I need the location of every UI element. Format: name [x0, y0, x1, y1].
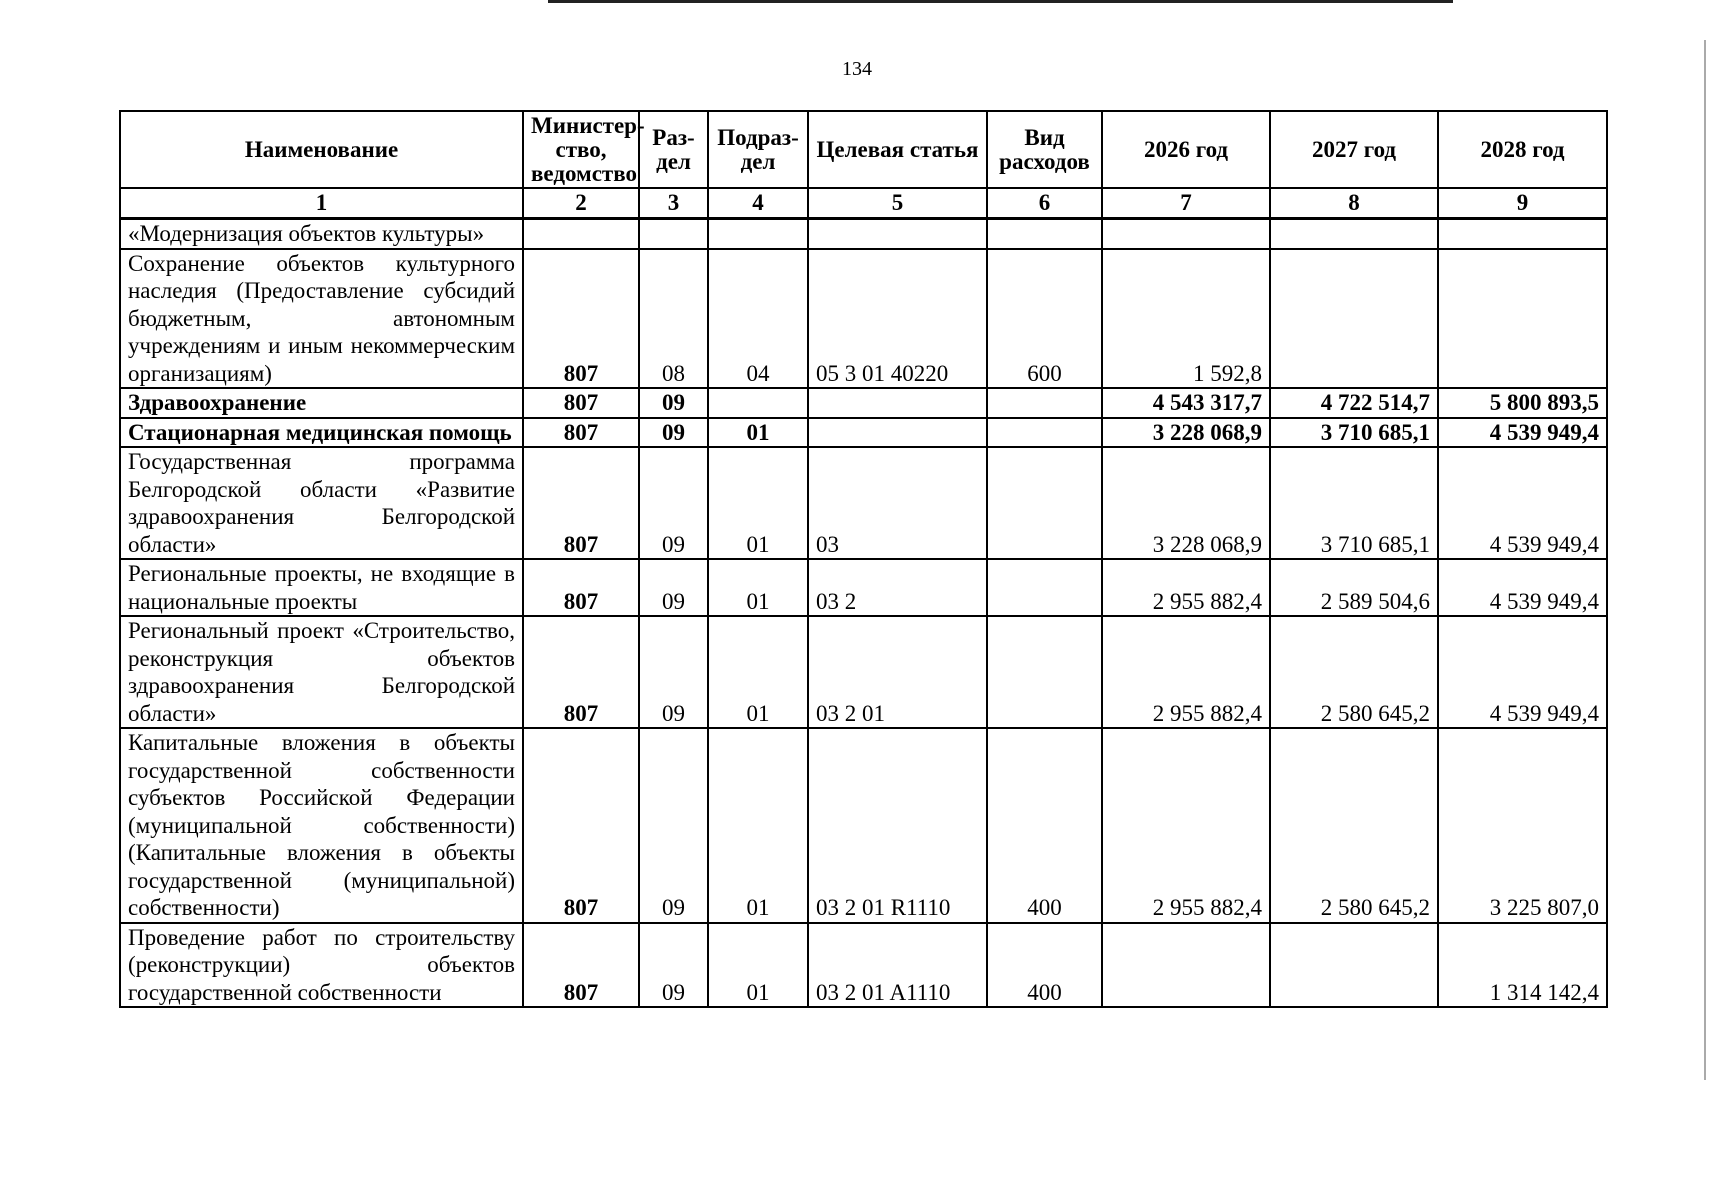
header-2028: 2028 год	[1438, 111, 1607, 188]
column-number: 7	[1102, 188, 1270, 219]
row-target: 05 3 01 40220	[808, 249, 987, 389]
row-2026: 4 543 317,7	[1102, 388, 1270, 418]
row-section: 09	[639, 418, 708, 448]
row-name: Проведение работ по строительству (реконструкции) объектов государственной собственности	[120, 923, 523, 1008]
row-name: Сохранение объектов культурного наследия (Предоставление субсидий бюджетным, автономным учреждениям и иным некоммерческим организациям)	[120, 249, 523, 389]
row-target	[808, 219, 987, 249]
row-expense-type: 400	[987, 923, 1102, 1008]
row-section: 09	[639, 923, 708, 1008]
row-2026	[1102, 923, 1270, 1008]
row-ministry	[523, 219, 639, 249]
row-2028: 5 800 893,5	[1438, 388, 1607, 418]
row-target	[808, 388, 987, 418]
row-expense-type: 400	[987, 728, 1102, 923]
row-target	[808, 418, 987, 448]
row-name: Капитальные вложения в объекты государственной собственности субъектов Российской Федерации (муниципальной собственности) (Капитальные вложения в объекты государственной (муниципальной) собственности)	[120, 728, 523, 923]
row-section: 09	[639, 559, 708, 616]
row-ministry: 807	[523, 418, 639, 448]
table-row	[120, 388, 1607, 418]
row-2028: 4 539 949,4	[1438, 418, 1607, 448]
row-2027: 3 710 685,1	[1270, 418, 1438, 448]
row-2027	[1270, 249, 1438, 389]
table-row	[120, 447, 1607, 559]
row-subsection: 04	[708, 249, 808, 389]
table-row	[120, 616, 1607, 728]
row-expense-type: 600	[987, 249, 1102, 389]
row-2027	[1270, 923, 1438, 1008]
row-2028	[1438, 249, 1607, 389]
column-number: 6	[987, 188, 1102, 219]
column-number: 2	[523, 188, 639, 219]
row-target: 03 2 01 R1110	[808, 728, 987, 923]
row-subsection: 01	[708, 728, 808, 923]
row-2027	[1270, 219, 1438, 249]
header-2026: 2026 год	[1102, 111, 1270, 188]
row-expense-type	[987, 616, 1102, 728]
row-ministry: 807	[523, 559, 639, 616]
column-number-row	[120, 188, 1607, 219]
header-target: Целевая статья	[808, 111, 987, 188]
row-subsection	[708, 219, 808, 249]
header-name: Наименование	[120, 111, 523, 188]
row-2027: 2 580 645,2	[1270, 616, 1438, 728]
column-number: 1	[120, 188, 523, 219]
row-2027: 4 722 514,7	[1270, 388, 1438, 418]
header-row	[120, 111, 1607, 188]
row-expense-type	[987, 219, 1102, 249]
row-subsection: 01	[708, 559, 808, 616]
row-2028	[1438, 219, 1607, 249]
column-number: 9	[1438, 188, 1607, 219]
table-row	[120, 418, 1607, 448]
budget-table	[119, 110, 1608, 1008]
row-section: 09	[639, 447, 708, 559]
row-subsection: 01	[708, 923, 808, 1008]
row-2026: 3 228 068,9	[1102, 447, 1270, 559]
row-subsection	[708, 388, 808, 418]
row-section: 09	[639, 388, 708, 418]
row-name: Государственная программа Белгородской области «Развитие здравоохранения Белгородской области»	[120, 447, 523, 559]
column-number: 3	[639, 188, 708, 219]
row-section: 09	[639, 616, 708, 728]
row-2028: 3 225 807,0	[1438, 728, 1607, 923]
row-2028: 1 314 142,4	[1438, 923, 1607, 1008]
row-ministry: 807	[523, 388, 639, 418]
row-ministry: 807	[523, 616, 639, 728]
row-2026: 2 955 882,4	[1102, 616, 1270, 728]
row-target: 03	[808, 447, 987, 559]
header-expense-type: Вид расходов	[987, 111, 1102, 188]
row-2026: 2 955 882,4	[1102, 559, 1270, 616]
row-ministry: 807	[523, 447, 639, 559]
row-section	[639, 219, 708, 249]
row-2027: 3 710 685,1	[1270, 447, 1438, 559]
row-2026: 1 592,8	[1102, 249, 1270, 389]
header-ministry: Министер-ство, ведомство	[523, 111, 639, 188]
row-2027: 2 589 504,6	[1270, 559, 1438, 616]
row-section: 09	[639, 728, 708, 923]
table-row	[120, 219, 1607, 249]
row-target: 03 2	[808, 559, 987, 616]
row-2026: 3 228 068,9	[1102, 418, 1270, 448]
row-2026	[1102, 219, 1270, 249]
row-2027: 2 580 645,2	[1270, 728, 1438, 923]
header-subsection: Подраз-дел	[708, 111, 808, 188]
row-2028: 4 539 949,4	[1438, 559, 1607, 616]
row-ministry: 807	[523, 923, 639, 1008]
row-expense-type	[987, 447, 1102, 559]
row-name: Здравоохранение	[120, 388, 523, 418]
column-number: 8	[1270, 188, 1438, 219]
row-ministry: 807	[523, 728, 639, 923]
row-expense-type	[987, 388, 1102, 418]
row-target: 03 2 01	[808, 616, 987, 728]
row-subsection: 01	[708, 418, 808, 448]
table-row	[120, 559, 1607, 616]
page-edge	[1704, 40, 1706, 1080]
row-name: Стационарная медицинская помощь	[120, 418, 523, 448]
row-2028: 4 539 949,4	[1438, 447, 1607, 559]
top-rule	[548, 0, 1453, 3]
page-number: 134	[842, 58, 872, 80]
row-name: Региональные проекты, не входящие в национальные проекты	[120, 559, 523, 616]
row-subsection: 01	[708, 447, 808, 559]
row-target: 03 2 01 A1110	[808, 923, 987, 1008]
row-subsection: 01	[708, 616, 808, 728]
row-section: 08	[639, 249, 708, 389]
header-2027: 2027 год	[1270, 111, 1438, 188]
column-number: 5	[808, 188, 987, 219]
row-2026: 2 955 882,4	[1102, 728, 1270, 923]
row-expense-type	[987, 559, 1102, 616]
row-2028: 4 539 949,4	[1438, 616, 1607, 728]
table-row	[120, 923, 1607, 1008]
row-name: Региональный проект «Строительство, реконструкция объектов здравоохранения Белгородской области»	[120, 616, 523, 728]
column-number: 4	[708, 188, 808, 219]
table-row	[120, 728, 1607, 923]
header-section: Раз-дел	[639, 111, 708, 188]
table-row	[120, 249, 1607, 389]
row-ministry: 807	[523, 249, 639, 389]
row-name: «Модернизация объектов культуры»	[120, 219, 523, 249]
row-expense-type	[987, 418, 1102, 448]
